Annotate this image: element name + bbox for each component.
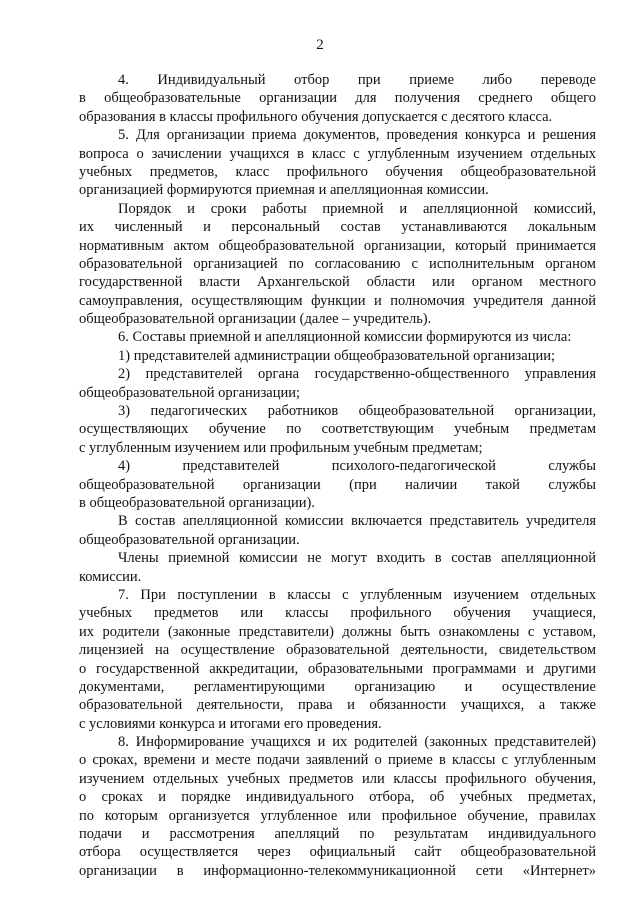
text-line: документами, регламентирующими организацию и осуществление: [79, 678, 596, 695]
text-line: общеобразовательной организации;: [79, 384, 301, 401]
text-line: государственной власти Архангельской области или органом местного: [79, 274, 596, 291]
text-line: образовательной деятельности, права и обязанности учащихся, а также: [79, 697, 596, 714]
text-line: 2) представителей органа государственно-общественного управления: [118, 366, 596, 383]
text-line: их численный и персональный состав устанавливаются локальным: [79, 219, 596, 236]
text-line: по которым организуется углубленное или профильное обучение, правилах: [79, 807, 596, 824]
text-line: Порядок и сроки работы приемной и апелляционной комиссий,: [118, 200, 596, 217]
text-line: образовательной организацией по согласованию с исполнительным органом: [79, 255, 596, 272]
text-line: общеобразовательной организации (при наличии такой службы: [79, 476, 596, 493]
text-line: общеобразовательной организации (далее – учредитель).: [79, 311, 432, 328]
text-line: 7. При поступлении в классы с углубленным изучением отдельных: [118, 586, 596, 603]
text-line: самоуправления, осуществляющим функции и полномочия учредителя данной: [79, 292, 596, 309]
text-line: их родители (законные представители) должны быть ознакомлены с уставом,: [79, 623, 596, 640]
text-line: в общеобразовательные организации для получения среднего общего: [79, 90, 596, 107]
text-line: в общеобразовательной организации).: [79, 494, 315, 511]
text-line: учебных предметов, класс профильного обучения общеобразовательной: [79, 163, 596, 180]
text-line: лицензией на осуществление образовательной деятельности, свидетельством: [79, 642, 596, 659]
text-line: комиссии.: [79, 568, 142, 585]
text-line: 1) представителей администрации общеобразовательной организации;: [118, 347, 556, 364]
text-line: отбора осуществляется через официальный сайт общеобразовательной: [79, 844, 596, 861]
page-number: 2: [316, 37, 324, 53]
text-line: с углубленным изучением или профильным учебным предметам;: [79, 439, 483, 456]
text-line: 3) педагогических работников общеобразовательной организации,: [118, 403, 596, 420]
text-line: Члены приемной комиссии не могут входить в состав апелляционной: [118, 550, 596, 567]
text-line: осуществляющих обучение по соответствующим учебным предметам: [79, 421, 596, 438]
text-line: 5. Для организации приема документов, проведения конкурса и решения: [118, 127, 596, 144]
text-line: организацией формируются приемная и апелляционная комиссии.: [79, 182, 489, 199]
text-line: 8. Информирование учащихся и их родителей (законных представителей): [118, 734, 596, 751]
text-line: о государственной аккредитации, образовательными программами и другими: [79, 660, 596, 677]
document-body: [79, 71, 596, 880]
text-line: учебных предметов или классы профильного обучения учащиеся,: [79, 605, 596, 622]
text-line: о сроках и порядке индивидуального отбора, об учебных предметах,: [79, 789, 596, 806]
text-line: общеобразовательной организации.: [79, 531, 300, 548]
text-line: 4. Индивидуальный отбор при приеме либо переводе: [118, 72, 596, 88]
text-line: вопроса о зачислении учащихся в класс с углубленным изучением отдельных: [79, 145, 596, 162]
text-line: подачи и рассмотрения апелляций по результатам индивидуального: [79, 826, 596, 843]
text-line: организации в информационно-телекоммуникационной сети «Интернет»: [79, 862, 596, 879]
text-line: с условиями конкурса и итогами его проведения.: [79, 715, 382, 732]
text-line: о сроках, времени и месте подачи заявлений о приеме в классы с углубленным: [79, 752, 596, 769]
text-line: 6. Составы приемной и апелляционной комиссии формируются из числа:: [118, 329, 572, 346]
text-line: В состав апелляционной комиссии включается представитель учредителя: [118, 513, 596, 530]
text-line: изучением отдельных учебных предметов или классы профильного обучения,: [79, 770, 596, 787]
text-line: образования в классы профильного обучения допускается с десятого класса.: [79, 108, 553, 125]
text-line: 4) представителей психолого-педагогической службы: [118, 458, 596, 475]
text-line: нормативным актом общеобразовательной организации, который принимается: [79, 237, 596, 254]
